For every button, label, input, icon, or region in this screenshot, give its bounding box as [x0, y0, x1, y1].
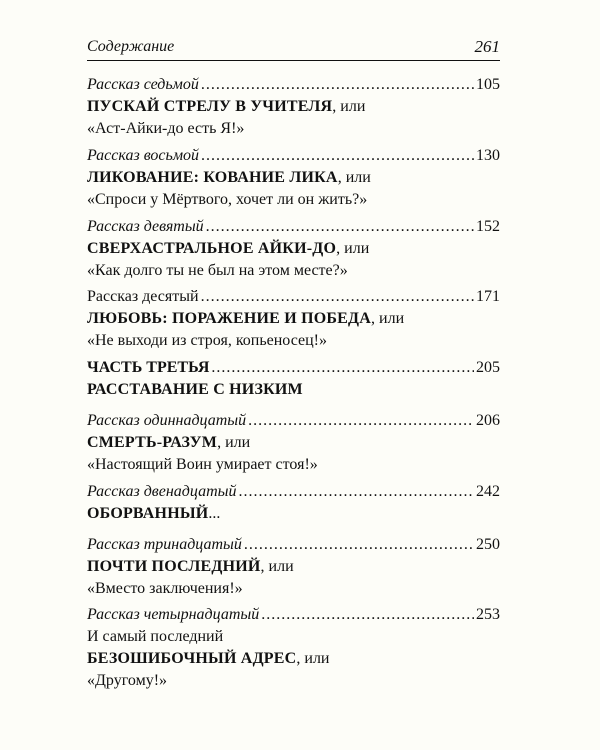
- toc-entry-subtitle: «Вместо заключения!»: [87, 580, 243, 597]
- toc-entry-label: Рассказ четырнадцатый: [87, 606, 260, 623]
- toc-entry: [87, 287, 500, 350]
- toc-entry-label: Рассказ одиннадцатый: [87, 412, 247, 429]
- toc-entry-title: ПУСКАЙ СТРЕЛУ В УЧИТЕЛЯ: [87, 98, 333, 115]
- toc-entry-pretitle: И самый последний: [87, 628, 224, 645]
- toc-entry-page: 253: [476, 606, 500, 623]
- toc-entry-title-suffix: ...: [208, 505, 221, 522]
- toc-entry: [87, 146, 500, 209]
- toc-entry-subtitle: «Спроси у Мёртвого, хочет ли он жить?»: [87, 191, 368, 208]
- toc-entry: [87, 217, 500, 280]
- toc-entry-title-line: [87, 239, 500, 258]
- toc-entry-page: 250: [476, 536, 500, 553]
- leader-dots: [206, 217, 474, 236]
- leader-dots: [261, 605, 474, 624]
- toc-entry-lead: [87, 75, 500, 94]
- toc-entry-title-suffix: , или: [296, 650, 330, 667]
- toc-entry-lead: [87, 217, 500, 236]
- running-header: [87, 38, 500, 61]
- toc-entry: [87, 535, 500, 598]
- toc-entry-subtitle: «Другому!»: [87, 672, 168, 689]
- toc-entry-title-line: [87, 309, 500, 328]
- toc-entry-title: ЛИКОВАНИЕ: КОВАНИЕ ЛИКА: [87, 169, 338, 186]
- toc-part-label: ЧАСТЬ ТРЕТЬЯ: [87, 359, 210, 376]
- header-title: Содержание: [87, 38, 175, 55]
- toc-entry-title-suffix: , или: [336, 240, 370, 257]
- toc-entry-label: Рассказ двенадцатый: [87, 483, 237, 500]
- toc-entry-subtitle: «Не выходи из строя, копьеносец!»: [87, 332, 327, 349]
- toc-entry-title-line: [87, 168, 500, 187]
- toc-entry-title-line: [87, 97, 500, 116]
- toc-entry-title: РАССТАВАНИЕ С НИЗКИМ: [87, 381, 303, 398]
- toc-entry-page: 242: [476, 483, 500, 500]
- toc-entry-page: 205: [476, 359, 500, 376]
- toc-entry-page: 152: [476, 218, 500, 235]
- toc-entry-page: 105: [476, 76, 500, 93]
- toc-entry-title-suffix: , или: [217, 434, 251, 451]
- toc-entry-lead: [87, 605, 500, 624]
- toc-entry-subtitle: «Аст-Айки-до есть Я!»: [87, 120, 245, 137]
- toc-entry-lead: [87, 482, 500, 501]
- toc-entry-lead: [87, 358, 500, 377]
- toc-entry-title: СВЕРХАСТРАЛЬНОЕ АЙКИ-ДО: [87, 240, 337, 257]
- toc-entry-title-line: [87, 649, 500, 668]
- toc-entry-lead: [87, 287, 500, 306]
- toc-part-entry: [87, 358, 500, 399]
- toc-entry-title: ПОЧТИ ПОСЛЕДНИЙ: [87, 558, 261, 575]
- toc-entry-lead: [87, 411, 500, 430]
- toc-entry-title-line: [87, 380, 500, 399]
- toc-entry-title-line: [87, 504, 500, 523]
- toc-entry-title: БЕЗОШИБОЧНЫЙ АДРЕС: [87, 650, 297, 667]
- toc-entry-lead: [87, 535, 500, 554]
- toc-entry-title-suffix: , или: [332, 98, 366, 115]
- leader-dots: [211, 358, 474, 377]
- toc-entry-title-line: [87, 557, 500, 576]
- header-page-number: 261: [474, 37, 500, 56]
- toc-entry: [87, 605, 500, 690]
- toc-entry-label: Рассказ тринадцатый: [87, 536, 242, 553]
- toc-entry: [87, 482, 500, 523]
- toc-entry-label: Рассказ седьмой: [87, 76, 199, 93]
- toc-entry: [87, 411, 500, 474]
- toc-entry-label: Рассказ девятый: [87, 218, 204, 235]
- leader-dots: [201, 75, 474, 94]
- toc-entry-title: СМЕРТЬ-РАЗУМ: [87, 434, 218, 451]
- toc-entry-page: 130: [476, 147, 500, 164]
- toc-entry-title: ОБОРВАННЫЙ: [87, 505, 209, 522]
- toc-entry-page: 206: [476, 412, 500, 429]
- toc-entry-title-suffix: , или: [260, 558, 294, 575]
- toc-entry-title: ЛЮБОВЬ: ПОРАЖЕНИЕ И ПОБЕДА: [87, 310, 372, 327]
- toc-entry-page: 171: [476, 288, 500, 305]
- leader-dots: [244, 535, 474, 554]
- toc-entry: [87, 75, 500, 138]
- toc-entry-lead: [87, 146, 500, 165]
- toc-entry-subtitle: «Настоящий Воин умирает стоя!»: [87, 456, 318, 473]
- toc-entry-title-suffix: , или: [337, 169, 371, 186]
- toc-entry-title-line: [87, 433, 500, 452]
- leader-dots: [238, 482, 474, 501]
- leader-dots: [201, 146, 474, 165]
- leader-dots: [201, 287, 474, 306]
- toc-entry-label: Рассказ десятый: [87, 288, 199, 305]
- toc-entry-subtitle: «Как долго ты не был на этом месте?»: [87, 262, 348, 279]
- toc-entry-title-suffix: , или: [371, 310, 405, 327]
- leader-dots: [248, 411, 474, 430]
- toc-entry-label: Рассказ восьмой: [87, 147, 200, 164]
